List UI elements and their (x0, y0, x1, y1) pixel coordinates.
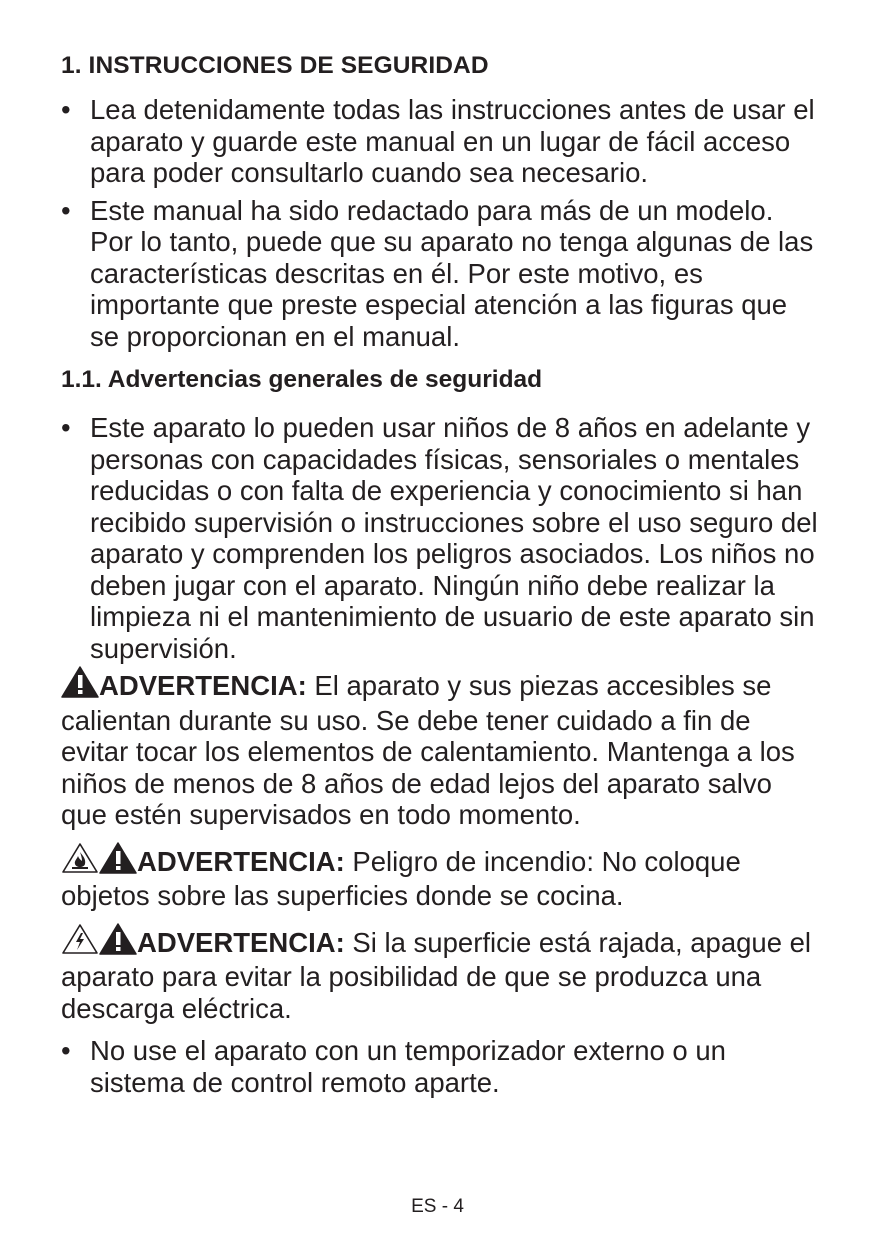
subsection-title: 1.1. Advertencias generales de seguridad (61, 366, 543, 393)
list-item: • Lea detenidamente todas las instrucciones antes de usar el aparato y guarde este manual en un lugar de fácil acceso para poder consultarlo cuando sea necesario. (61, 94, 815, 188)
list-item: • No use el aparato con un temporizador externo o un sistema de control remoto aparte. (61, 1035, 726, 1098)
warning-icon (99, 923, 137, 962)
fire-hazard-icon (61, 842, 99, 881)
page-number: ES - 4 (411, 1196, 464, 1217)
warning-icon (61, 666, 99, 705)
warning-hot-surfaces: ADVERTENCIA: El aparato y sus piezas accesibles se calientan durante su uso. Se debe tener cuidado a fin de evitar tocar los elementos de calentamiento. Mantenga a los niños de menos de 8 años de edad lejos del aparato salvo que estén supervisados en todo momento. (61, 666, 821, 831)
general-bullet-list (61, 412, 821, 664)
intro-bullet-list (61, 94, 821, 352)
warning-icon (99, 842, 137, 881)
warning-electric: ADVERTENCIA: Si la superficie está rajada, apague el aparato para evitar la posibilidad de que se produzca una descarga eléctrica. (61, 923, 821, 1025)
section-title: 1. INSTRUCCIONES DE SEGURIDAD (61, 52, 489, 79)
document-page (61, 52, 821, 1104)
warning-fire: ADVERTENCIA: Peligro de incendio: No coloque objetos sobre las superficies donde se cocina. (61, 842, 821, 912)
electric-hazard-icon (61, 923, 99, 962)
list-item: • Este aparato lo pueden usar niños de 8 años en adelante y personas con capacidades físicas, sensoriales o mentales reducidas o con falta de experiencia y conocimiento si han recibido supervisión o instrucciones sobre el uso seguro del aparato y comprenden los peligros asociados. Los niños no deben jugar con el aparato. Ningún niño debe realizar la limpieza ni el mantenimiento de usuario de este aparato sin supervisión. (61, 412, 818, 664)
final-bullet-list (61, 1035, 821, 1098)
list-item: • Este manual ha sido redactado para más de un modelo. Por lo tanto, puede que su aparato no tenga algunas de las características descritas en él. Por este motivo, es importante que preste especial atención a las figuras que se proporcionan en el manual. (61, 194, 814, 352)
